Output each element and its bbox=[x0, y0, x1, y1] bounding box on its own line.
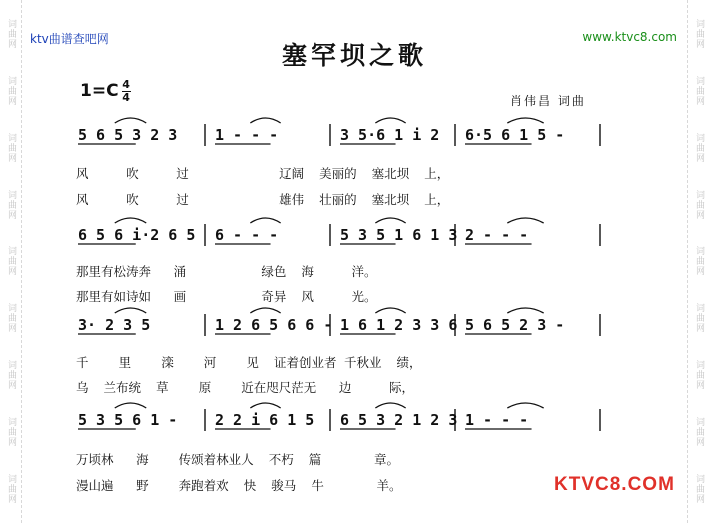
measure-notes: 1 - - - bbox=[215, 126, 279, 144]
measure-notes: 6·5 6 1 5 - bbox=[465, 126, 565, 144]
measure-notes: 2 2 i 6 1 5 bbox=[215, 411, 315, 429]
side-watermark: 词曲网 bbox=[694, 76, 704, 107]
measure-notes: 1 6 1 2 3 3 6 bbox=[340, 316, 458, 334]
slur-arc bbox=[115, 218, 147, 223]
measure-notes: 1 2 6 5 6 6 - bbox=[215, 316, 333, 334]
side-watermark: 词曲网 bbox=[694, 246, 704, 277]
side-watermark: 词曲网 bbox=[6, 76, 16, 107]
slur-arc bbox=[507, 403, 543, 408]
side-watermark: 词曲网 bbox=[6, 19, 16, 50]
measure-notes: 1 - - - bbox=[465, 411, 529, 429]
time-top: 4 bbox=[122, 77, 130, 91]
lyric-line: 那里有松涛奔 涌 绿色 海 洋。 bbox=[76, 264, 377, 279]
side-watermark: 词曲网 bbox=[694, 303, 704, 334]
measure-notes: 5 3 5 6 1 - bbox=[78, 411, 178, 429]
side-watermark: 词曲网 bbox=[694, 473, 704, 504]
side-watermark: 词曲网 bbox=[6, 473, 16, 504]
slur-arc bbox=[375, 308, 405, 313]
lyric-line: 万顷林 海 传颂着林业人 不朽 篇 章。 bbox=[76, 452, 399, 467]
side-watermark: 词曲网 bbox=[6, 189, 16, 220]
slur-arc bbox=[250, 118, 280, 123]
slur-arc bbox=[115, 118, 147, 123]
side-watermark: 词曲网 bbox=[6, 303, 16, 334]
side-watermark: 词曲网 bbox=[6, 359, 16, 390]
slur-arc bbox=[250, 218, 280, 223]
side-watermark: 词曲网 bbox=[6, 132, 16, 163]
measure-notes: 5 6 5 3 2 3 bbox=[78, 126, 178, 144]
measure-notes: 6 5 3 2 1 2 3 bbox=[340, 411, 458, 429]
side-watermark: 词曲网 bbox=[694, 416, 704, 447]
credits: 肖伟昌 词曲 bbox=[510, 94, 586, 108]
slur-arc bbox=[250, 308, 280, 313]
measure-notes: 3· 2 3 5 bbox=[78, 316, 151, 334]
slur-arc bbox=[507, 118, 543, 123]
brand-watermark: KTVC8.COM bbox=[554, 474, 675, 495]
slur-arc bbox=[250, 403, 280, 408]
measure-notes: 2 - - - bbox=[465, 226, 529, 244]
site-url-watermark: www.ktvc8.com bbox=[582, 30, 677, 44]
lyric-line: 漫山遍 野 奔跑着欢 快 骏马 牛 羊。 bbox=[76, 478, 402, 493]
slur-arc bbox=[115, 403, 147, 408]
lyric-line: 那里有如诗如 画 奇异 风 光。 bbox=[76, 289, 377, 304]
lyric-line: 风 吹 过 雄伟 壮丽的 塞北坝 上， bbox=[76, 192, 450, 207]
measure-notes: 5 3 5 1 6 1 3 bbox=[340, 226, 458, 244]
side-watermark: 词曲网 bbox=[694, 132, 704, 163]
side-watermark: 词曲网 bbox=[694, 19, 704, 50]
time-bottom: 4 bbox=[122, 90, 130, 104]
lyric-line: 乌 兰布统 草 原 近在咫尺茫无 边 际， bbox=[76, 380, 415, 395]
slur-arc bbox=[507, 218, 543, 223]
side-watermark: 词曲网 bbox=[6, 246, 16, 277]
measure-notes: 5 6 5 2 3 - bbox=[465, 316, 565, 334]
slur-arc bbox=[375, 403, 405, 408]
slur-arc bbox=[375, 218, 405, 223]
measure-notes: 3 5·6 1 i 2 bbox=[340, 126, 440, 144]
side-watermark: 词曲网 bbox=[6, 416, 16, 447]
site-name-watermark: ktv曲谱查吧网 bbox=[30, 32, 109, 46]
key-label: 1=C bbox=[80, 81, 119, 101]
side-watermark: 词曲网 bbox=[694, 189, 704, 220]
measure-notes: 6 - - - bbox=[215, 226, 279, 244]
measure-notes: 6 5 6 i·2 6 5 bbox=[78, 226, 196, 244]
song-title: 塞罕坝之歌 bbox=[281, 41, 427, 70]
slur-arc bbox=[375, 118, 405, 123]
lyric-line: 风 吹 过 辽阔 美丽的 塞北坝 上， bbox=[76, 166, 450, 181]
slur-arc bbox=[115, 308, 147, 313]
slur-arc bbox=[507, 308, 543, 313]
lyric-line: 千 里 滦 河 见 证着创业者 千秋业 绩， bbox=[76, 355, 422, 370]
side-watermark: 词曲网 bbox=[694, 359, 704, 390]
